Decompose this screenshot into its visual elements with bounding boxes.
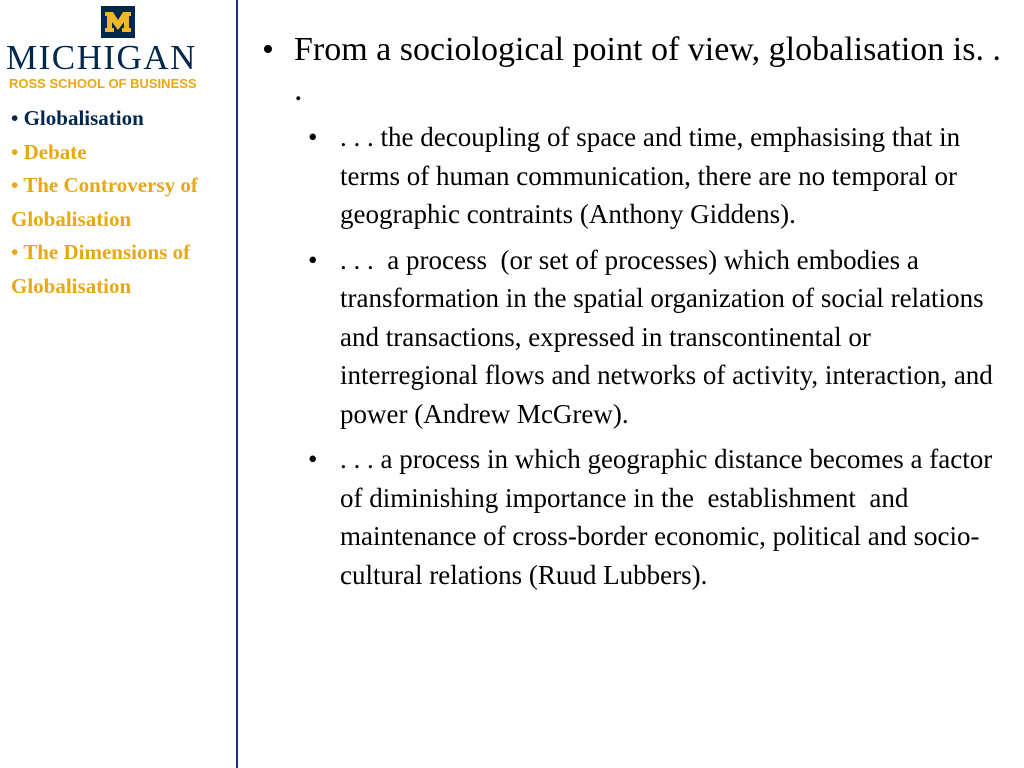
nav-item-debate[interactable]: • Debate (11, 139, 87, 164)
main-bullet (262, 30, 1010, 110)
list-item (308, 440, 1010, 594)
sidebar (0, 0, 236, 768)
sidebar-nav (11, 102, 233, 303)
main-heading: From a sociological point of view, globalisation is. . . (294, 31, 1001, 108)
nav-item-globalisation[interactable]: • Globalisation (11, 106, 144, 130)
block-m-icon (101, 6, 135, 38)
list-item (308, 241, 1010, 434)
school-name: ROSS SCHOOL OF BUSINESS (9, 76, 197, 91)
vertical-divider (236, 0, 238, 768)
point-mcgrew: . . . a process (or set of processes) which embodies a transformation in the spatial organization of social relations and transactions, expressed in transcontinental or interregional flows and networks of activity, interaction, and power (Andrew McGrew). (340, 244, 1000, 429)
bullet-icon: • (308, 122, 318, 152)
michigan-wordmark: MICHIGAN (6, 38, 197, 77)
slide-content (262, 30, 1010, 601)
nav-item-controversy[interactable]: • The Controversy of Globalisation (11, 173, 198, 231)
block-m-logo (101, 6, 135, 38)
bullet-icon: • (308, 244, 318, 275)
list-item (308, 118, 1010, 234)
nav-item-dimensions[interactable]: • The Dimensions of Globalisation (11, 240, 191, 298)
bullet-icon: • (262, 31, 274, 68)
bullet-icon: • (308, 444, 318, 474)
point-giddens: . . . the decoupling of space and time, emphasising that in terms of human communication, there are no temporal or geographic contraints (Anthony Giddens). (340, 122, 967, 229)
sub-bullet-list (262, 118, 1010, 594)
point-lubbers: . . . a process in which geographic distance becomes a factor of diminishing importance in the establishment and maintenance of cross-border economic, political and socio-cultural relations (Ruud Lubbers). (340, 444, 999, 590)
